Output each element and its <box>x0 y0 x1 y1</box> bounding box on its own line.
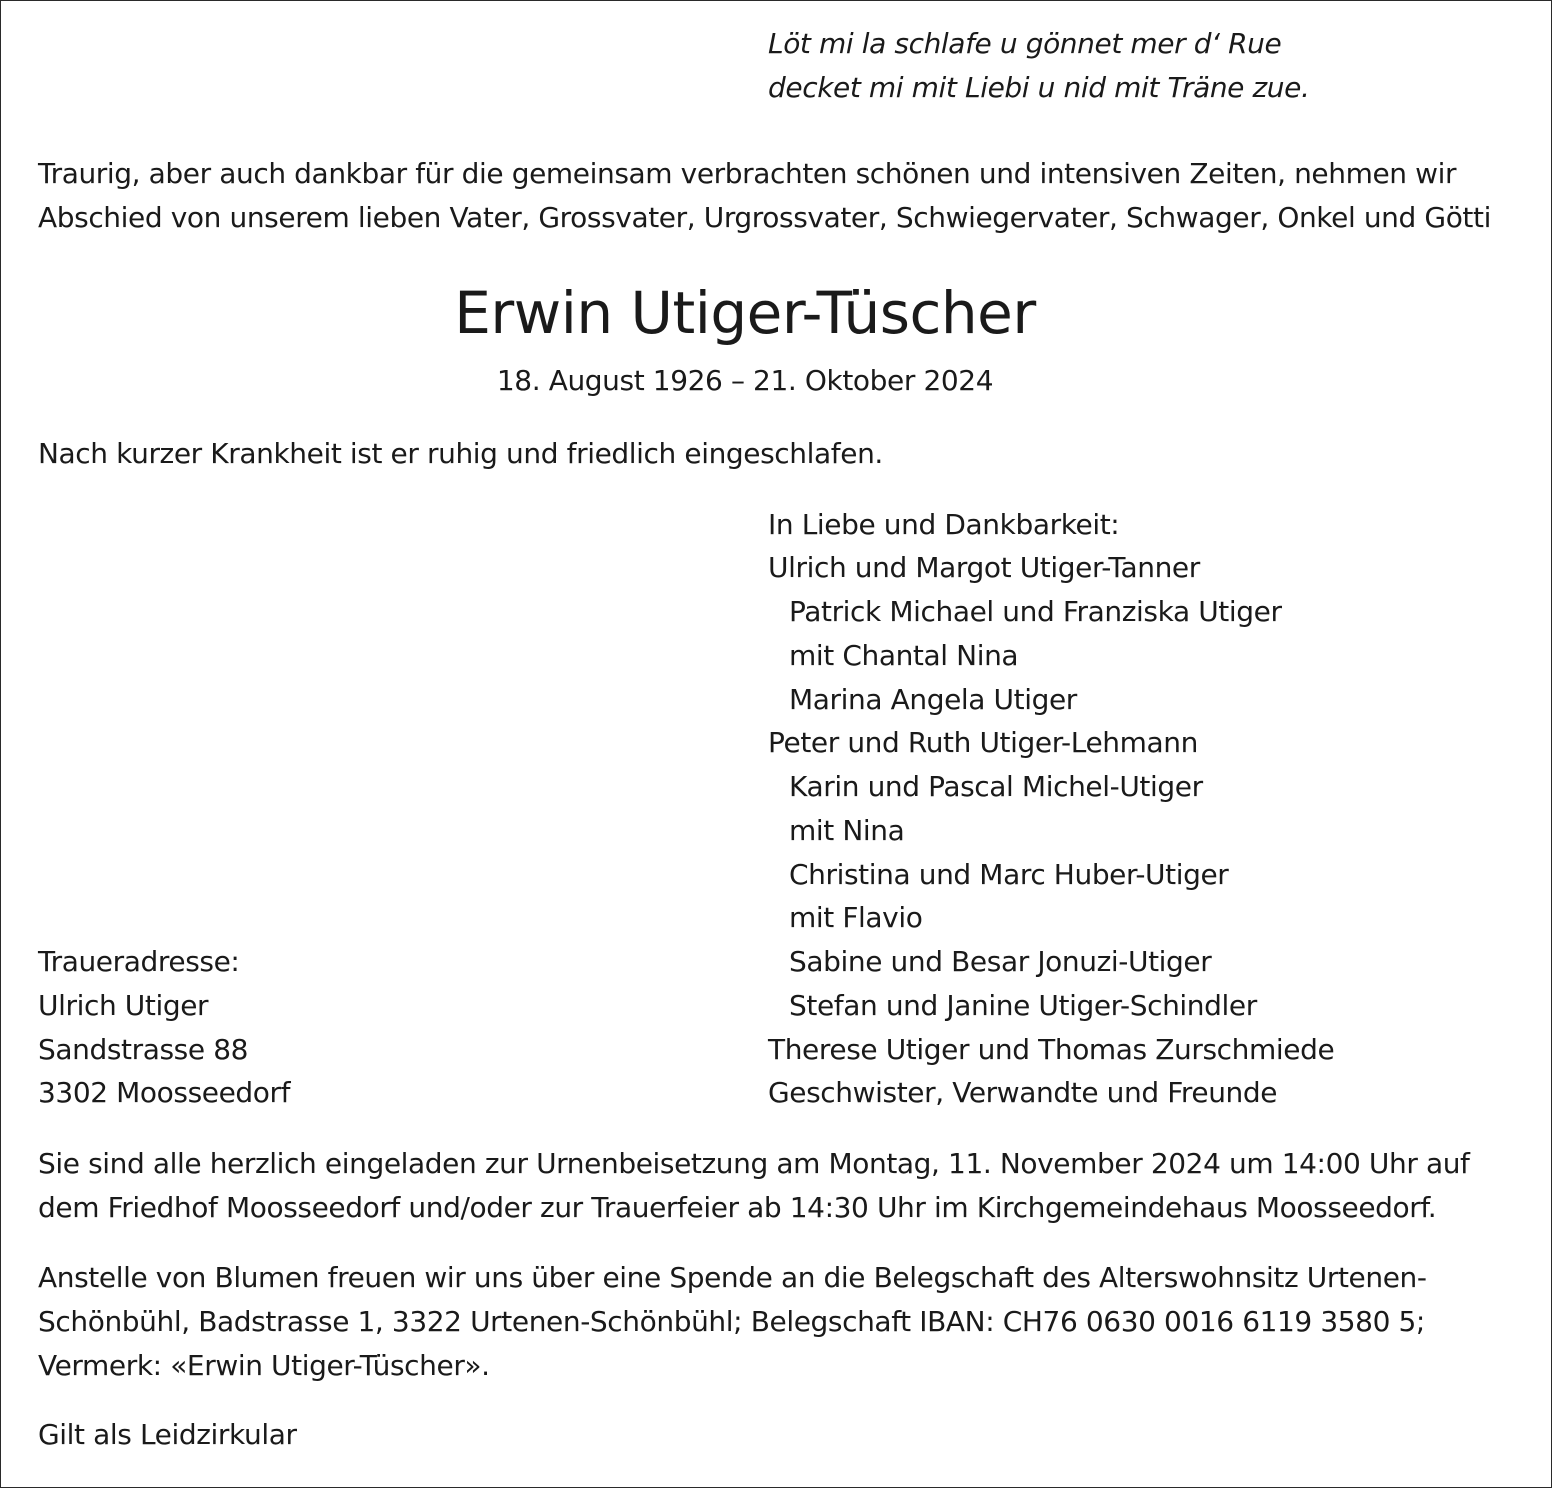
family-entry: mit Chantal Nina <box>789 639 1019 672</box>
family-entry: Stefan und Janine Utiger-Schindler <box>789 989 1257 1022</box>
family-entry: mit Flavio <box>789 901 923 934</box>
donation-line-2: Schönbühl, Badstrasse 1, 3322 Urtenen-Schönbühl; Belegschaft IBAN: CH76 0630 0016 6119 3580 5; <box>38 1305 1425 1338</box>
death-note: Nach kurzer Krankheit ist er ruhig und friedlich eingeschlafen. <box>38 437 883 470</box>
mourning-address-city: 3302 Moosseedorf <box>38 1076 291 1109</box>
family-entry: Marina Angela Utiger <box>789 683 1077 716</box>
family-entry: Peter und Ruth Utiger-Lehmann <box>768 726 1198 759</box>
family-entry: Therese Utiger und Thomas Zurschmiede <box>768 1033 1335 1066</box>
family-entry: Sabine und Besar Jonuzi-Utiger <box>789 945 1212 978</box>
donation-line-3: Vermerk: «Erwin Utiger-Tüscher». <box>38 1349 490 1382</box>
ceremony-line-1: Sie sind alle herzlich eingeladen zur Urnenbeisetzung am Montag, 11. November 2024 um 14:00 Uhr auf <box>38 1147 1470 1180</box>
family-entry: mit Nina <box>789 814 905 847</box>
deceased-name: Erwin Utiger-Tüscher <box>454 279 1036 347</box>
family-entry: Christina und Marc Huber-Utiger <box>789 858 1229 891</box>
intro-line-1: Traurig, aber auch dankbar für die gemeinsam verbrachten schönen und intensiven Zeiten, nehmen wir <box>38 157 1457 190</box>
mourning-address-name: Ulrich Utiger <box>38 989 209 1022</box>
family-entry: Geschwister, Verwandte und Freunde <box>768 1076 1278 1109</box>
motto-line-1: Löt mi la schlafe u gönnet mer d‘ Rue <box>768 27 1282 60</box>
motto-line-2: decket mi mit Liebi u nid mit Träne zue. <box>768 71 1310 104</box>
family-entry: Patrick Michael und Franziska Utiger <box>789 595 1282 628</box>
closing-note: Gilt als Leidzirkular <box>38 1418 297 1451</box>
ceremony-line-2: dem Friedhof Moosseedorf und/oder zur Trauerfeier ab 14:30 Uhr im Kirchgemeindehaus Moosseedorf. <box>38 1191 1437 1224</box>
family-heading: In Liebe und Dankbarkeit: <box>768 508 1120 541</box>
life-dates: 18. August 1926 – 21. Oktober 2024 <box>496 364 994 397</box>
intro-line-2: Abschied von unserem lieben Vater, Grossvater, Urgrossvater, Schwiegervater, Schwager, Onkel und Götti <box>38 201 1491 234</box>
family-entry: Karin und Pascal Michel-Utiger <box>789 770 1203 803</box>
donation-line-1: Anstelle von Blumen freuen wir uns über eine Spende an die Belegschaft des Alterswohnsitz Urtenen- <box>38 1261 1427 1294</box>
family-entry: Ulrich und Margot Utiger-Tanner <box>768 551 1200 584</box>
mourning-address-street: Sandstrasse 88 <box>38 1033 249 1066</box>
mourning-address-heading: Traueradresse: <box>38 945 240 978</box>
